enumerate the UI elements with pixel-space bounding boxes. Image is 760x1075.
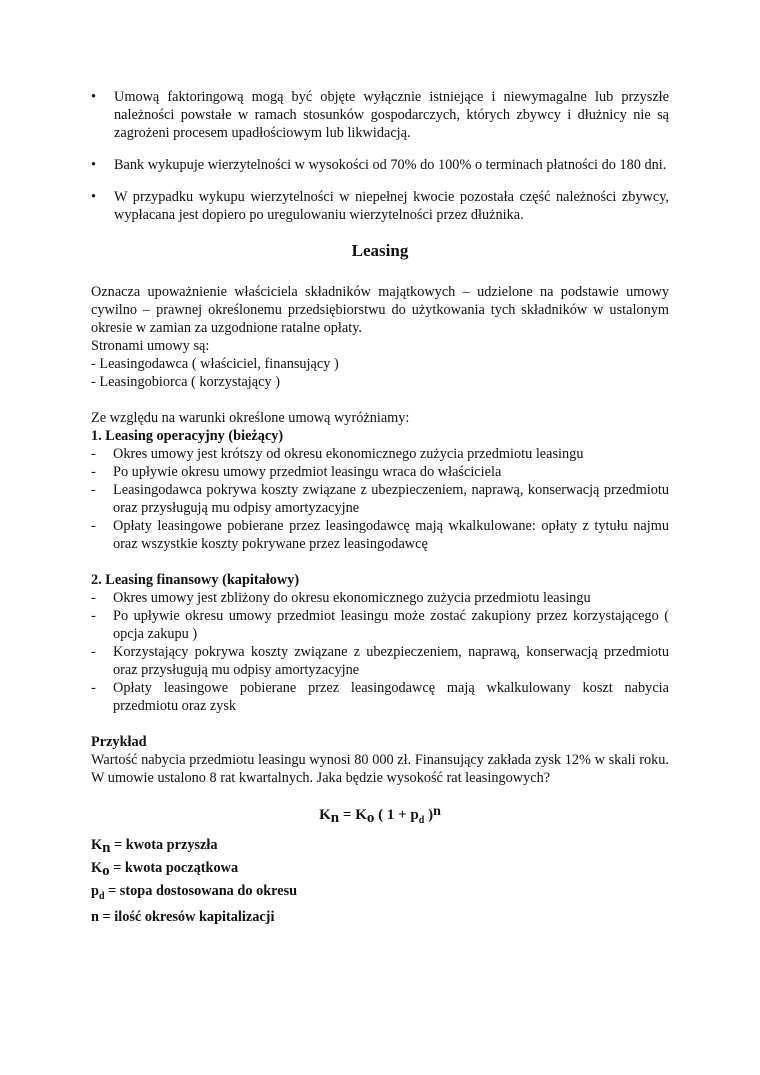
variable-ko	[91, 858, 669, 881]
leasing-definition: Oznacza upoważnienie właściciela składników majątkowych – udzielone na podstawie umowy cywilno – prawnej określonemu przedsiębiorstwu do użytkowania tych składników w ustalonym okresie w zamian za uzgodnione ratalne opłaty.	[91, 284, 669, 336]
list-item: - Po upływie okresu umowy przedmiot leasingu wraca do właściciela	[91, 463, 669, 481]
list-item: - Po upływie okresu umowy przedmiot leasingu może zostać zakupiony przez korzystającego ( opcja zakupu )	[91, 607, 669, 643]
variable-kn	[91, 835, 669, 858]
example-text: Wartość nabycia przedmiotu leasingu wynosi 80 000 zł. Finansujący zakłada zysk 12% w skali roku. W umowie ustalono 8 rat kwartalnych. Jaka będzie wysokość rat leasingowych?	[91, 752, 669, 786]
formula-close: )	[424, 807, 434, 823]
financial-leasing-title: 2. Leasing finansowy (kapitałowy)	[91, 572, 300, 588]
variable-description: = kwota początkowa	[109, 860, 239, 876]
section-title: Leasing	[351, 241, 409, 260]
document-content	[91, 88, 669, 927]
formula-open: ( 1 + p	[374, 807, 419, 823]
formula-sub-d: d	[418, 815, 425, 826]
operating-leasing-title: 1. Leasing operacyjny (bieżący)	[91, 428, 284, 444]
variable-pd	[91, 881, 669, 907]
compound-interest-formula	[91, 803, 669, 830]
list-item: - Korzystający pokrywa koszty związane z ubezpieczeniem, naprawą, konserwacją przedmiotu oraz przysługują mu odpisy amortyzacyjne	[91, 643, 669, 679]
variable-symbol: p	[91, 883, 99, 899]
formula-sub-n: n	[330, 810, 340, 826]
formula-equals: =	[339, 807, 356, 823]
variable-description: = kwota przyszła	[110, 837, 218, 853]
list-item: - Okres umowy jest krótszy od okresu ekonomicznego zużycia przedmiotu leasingu	[91, 445, 669, 463]
formula-power: n	[433, 804, 441, 819]
list-item: - Okres umowy jest zbliżony do okresu ekonomicznego zużycia przedmiotu leasingu	[91, 589, 669, 607]
formula-sub-o: o	[366, 810, 375, 826]
operating-leasing-list	[91, 445, 669, 553]
variable-n	[91, 907, 669, 927]
financial-leasing-list	[91, 589, 669, 715]
example-title: Przykład	[91, 734, 147, 750]
variable-subscript: n	[102, 840, 111, 856]
list-item: - Leasingodawca pokrywa koszty związane z ubezpieczeniem, naprawą, konserwacją przedmiotu oraz przysługują mu odpisy amortyzacyjne	[91, 481, 669, 517]
variable-symbol: K	[91, 860, 103, 876]
formula-k0: K	[355, 807, 367, 823]
variable-subscript: d	[98, 890, 105, 902]
bullet-item: • W przypadku wykupu wierzytelności w niepełnej kwocie pozostała część należności zbywcy, wypłacana jest dopiero po uregulowaniu wierzytelności przez dłużnika.	[91, 188, 669, 224]
variable-description: = stopa dostosowana do okresu	[104, 883, 298, 899]
variable-description: = ilość okresów kapitalizacji	[98, 908, 275, 925]
factoring-bullet-list	[91, 88, 669, 224]
distinction-text: Ze względu na warunki określone umową wyróżniamy:	[91, 410, 410, 426]
party-lessee: - Leasingobiorca ( korzystający )	[91, 374, 280, 390]
variable-subscript: o	[102, 863, 110, 879]
formula-k: K	[319, 807, 331, 823]
formula-variables	[91, 835, 669, 927]
variable-symbol: K	[91, 837, 103, 853]
list-item: - Opłaty leasingowe pobierane przez leasingodawcę mają wkalkulowany koszt nabycia przedmiotu oraz zysk	[91, 679, 669, 715]
variable-symbol: n	[91, 908, 99, 925]
bullet-item: • Umową faktoringową mogą być objęte wyłącznie istniejące i niewymagalne lub przyszłe należności powstałe w ramach stosunków gospodarczych, których zbywcy i dłużnicy nie są zagrożeni procesem upadłościowym lub likwidacją.	[91, 88, 669, 142]
bullet-item: • Bank wykupuje wierzytelności w wysokości od 70% do 100% o terminach płatności do 180 dni.	[91, 156, 669, 174]
party-lessor: - Leasingodawca ( właściciel, finansujący )	[91, 356, 339, 372]
parties-label: Stronami umowy są:	[91, 338, 210, 354]
list-item: - Opłaty leasingowe pobierane przez leasingodawcę mają wkalkulowane: opłaty z tytułu najmu oraz wszystkie koszty pokrywane przez leasingodawcę	[91, 517, 669, 553]
